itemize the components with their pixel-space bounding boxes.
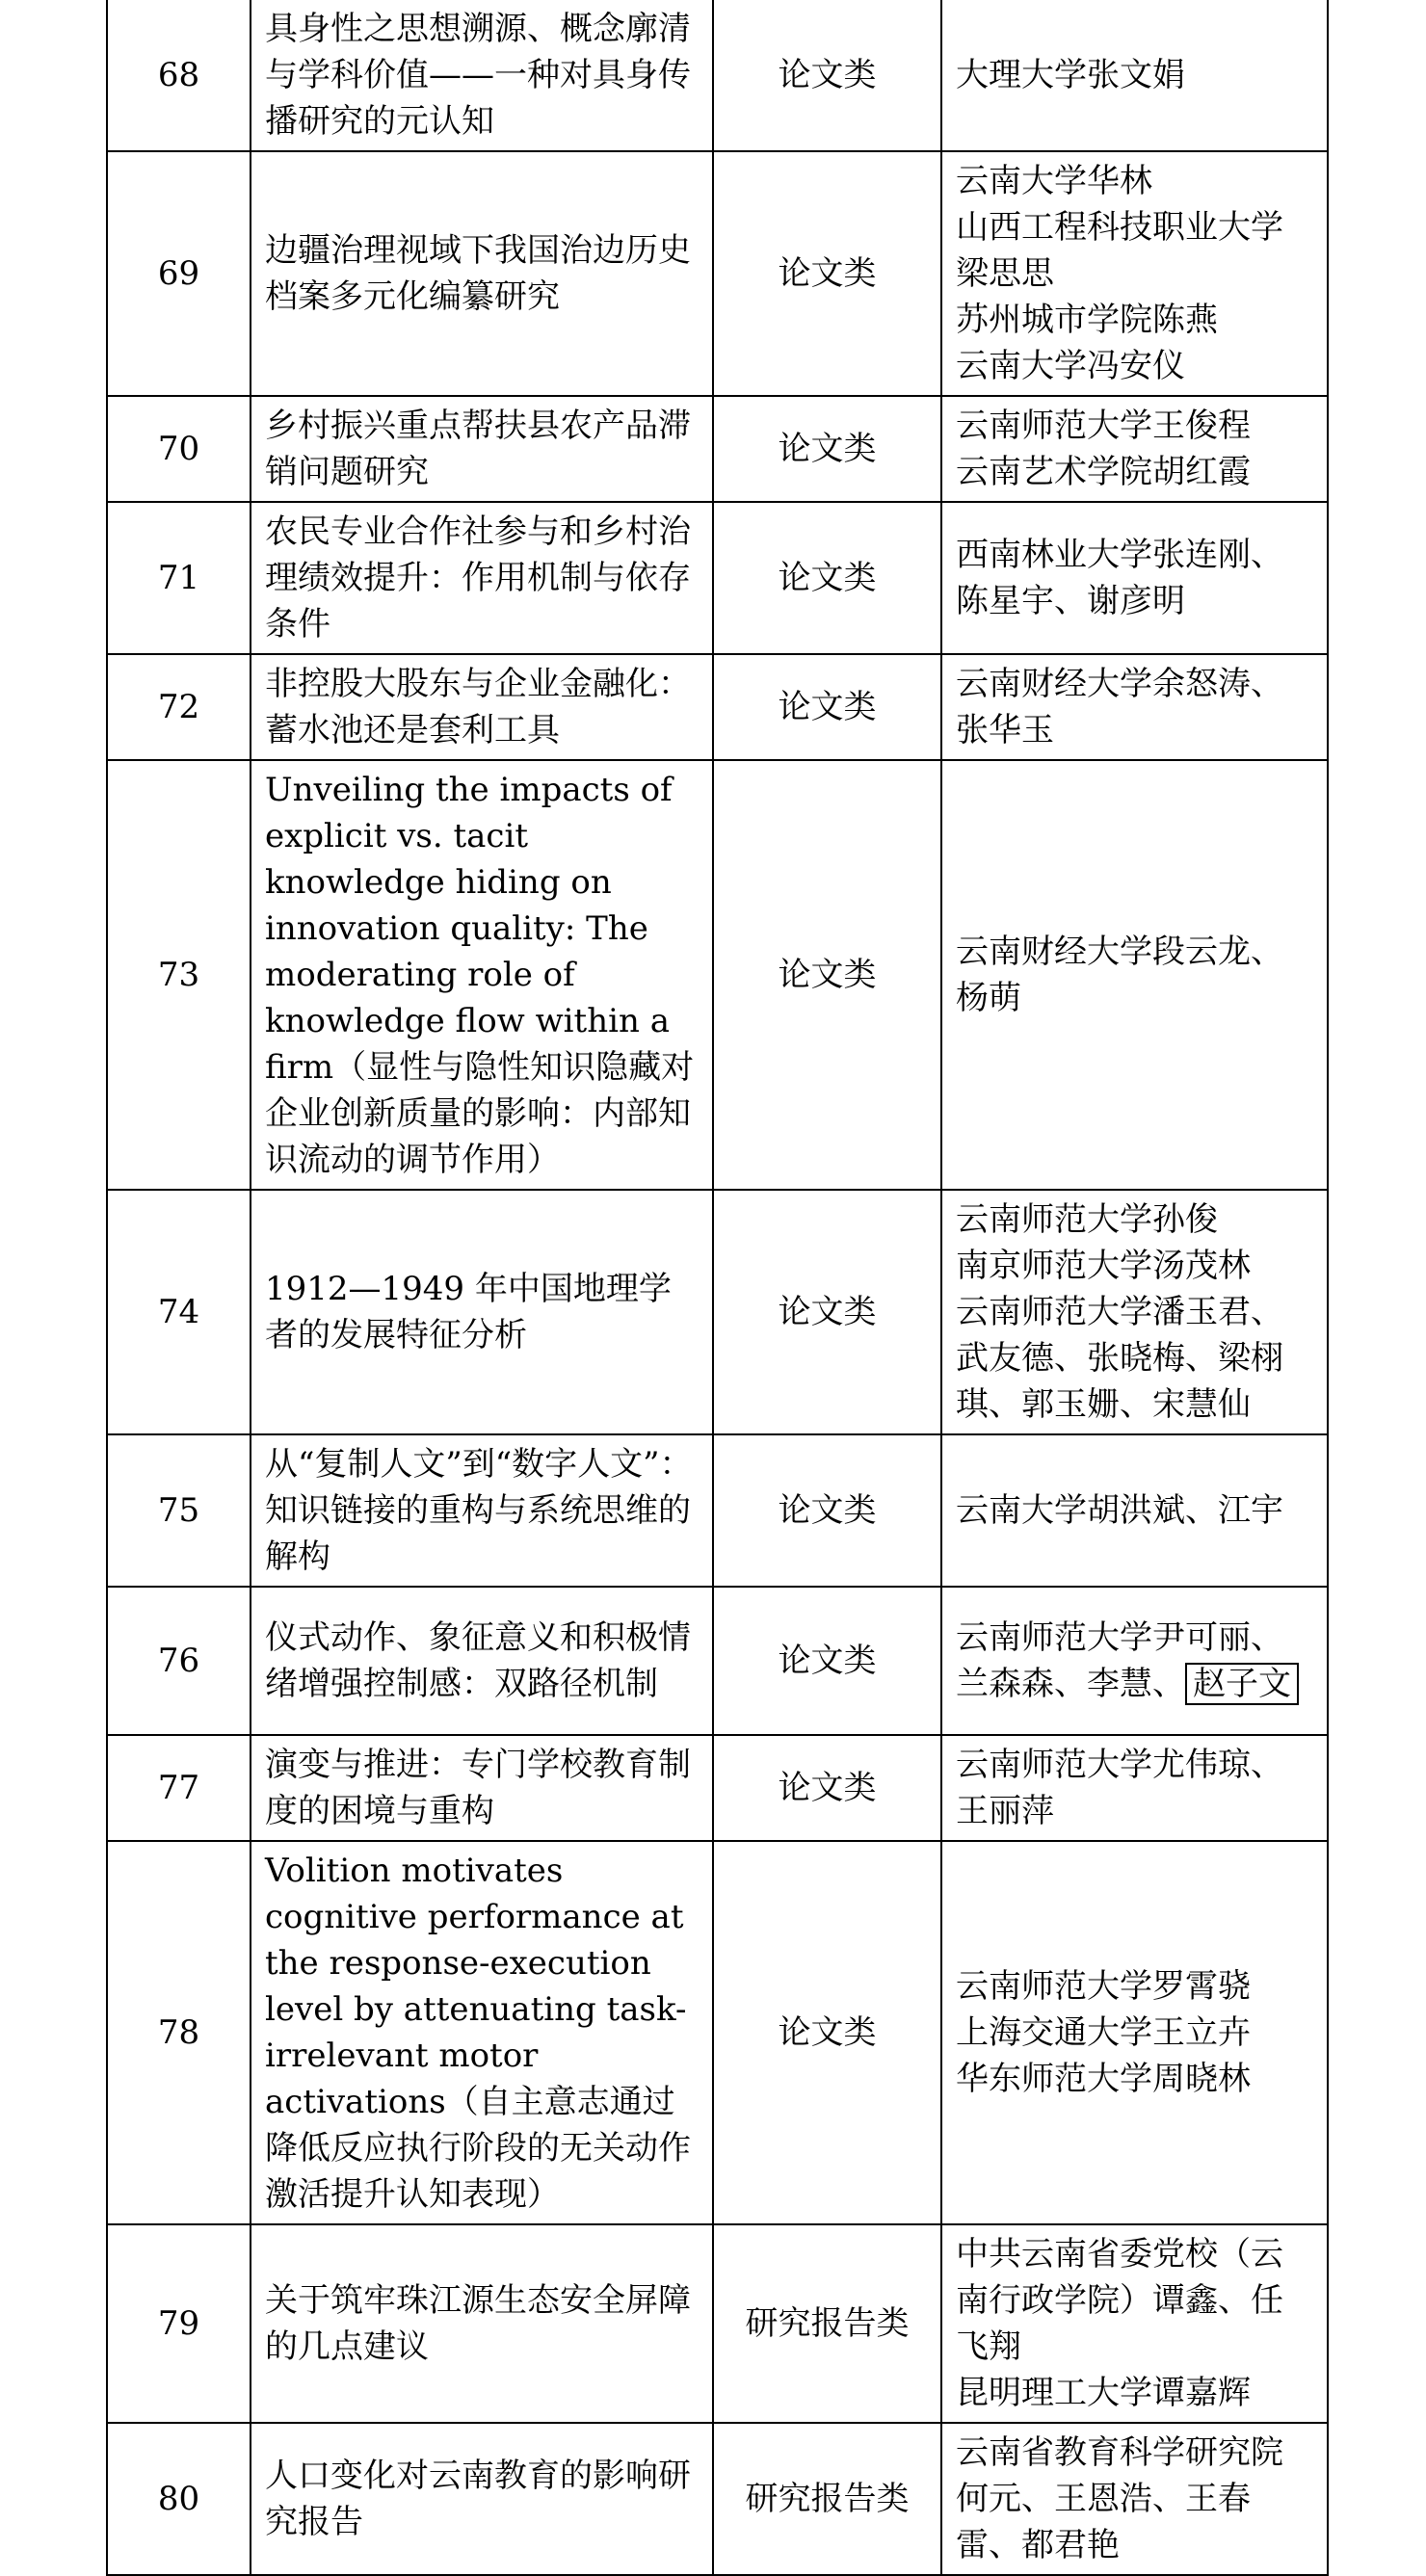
author-line: 云南财经大学余怒涛、张华玉 — [956, 665, 1283, 749]
row-number: 71 — [107, 502, 251, 654]
authors — [941, 2423, 1328, 2575]
authors — [941, 2224, 1328, 2423]
row-number: 68 — [107, 0, 251, 151]
author-line: 云南师范大学孙俊 — [956, 1200, 1218, 1239]
row-number: 74 — [107, 1190, 251, 1434]
paper-title: 1912—1949 年中国地理学者的发展特征分析 — [251, 1190, 713, 1434]
table-row — [107, 502, 1328, 654]
authors — [941, 1735, 1328, 1841]
author-line: 云南大学冯安仪 — [956, 347, 1185, 385]
paper-title: 乡村振兴重点帮扶县农产品滞销问题研究 — [251, 396, 713, 502]
paper-title: 非控股大股东与企业金融化：蓄水池还是套利工具 — [251, 654, 713, 760]
paper-title: 农民专业合作社参与和乡村治理绩效提升：作用机制与依存条件 — [251, 502, 713, 654]
authors — [941, 0, 1328, 151]
category: 论文类 — [713, 151, 941, 396]
paper-title: 具身性之思想溯源、概念廓清与学科价值——一种对具身传播研究的元认知 — [251, 0, 713, 151]
authors — [941, 1587, 1328, 1735]
table-row — [107, 654, 1328, 760]
category: 论文类 — [713, 0, 941, 151]
author-line: 上海交通大学王立卉 — [956, 2013, 1251, 2052]
row-number: 77 — [107, 1735, 251, 1841]
table-row — [107, 1434, 1328, 1587]
category: 论文类 — [713, 502, 941, 654]
authors — [941, 1841, 1328, 2224]
table-row — [107, 1587, 1328, 1735]
paper-title: Volition motivates cognitive performance at the response-execution level by attenuating task-irrelevant motor activations（自主意志通过降低反应执行阶段的无关动作激活提升认知表现） — [251, 1841, 713, 2224]
table-row — [107, 2423, 1328, 2575]
row-number: 73 — [107, 760, 251, 1190]
authors — [941, 1434, 1328, 1587]
category: 研究报告类 — [713, 2423, 941, 2575]
row-number: 75 — [107, 1434, 251, 1587]
authors — [941, 654, 1328, 760]
author-line: 中共云南省委党校（云南行政学院）谭鑫、任飞翔 — [956, 2235, 1283, 2366]
authors — [941, 760, 1328, 1190]
category: 论文类 — [713, 1434, 941, 1587]
author-line: 云南师范大学罗霄骁 — [956, 1967, 1251, 2006]
author-line: 西南林业大学张连刚、陈星宇、谢彦明 — [956, 536, 1283, 620]
author-line: 华东师范大学周晓林 — [956, 2060, 1251, 2098]
author-line: 苏州城市学院陈燕 — [956, 301, 1218, 339]
paper-title: 从“复制人文”到“数字人文”：知识链接的重构与系统思维的解构 — [251, 1434, 713, 1587]
table-row — [107, 2224, 1328, 2423]
authors — [941, 1190, 1328, 1434]
paper-title: 人口变化对云南教育的影响研究报告 — [251, 2423, 713, 2575]
category: 论文类 — [713, 396, 941, 502]
paper-title: 关于筑牢珠江源生态安全屏障的几点建议 — [251, 2224, 713, 2423]
paper-title: 仪式动作、象征意义和积极情绪增强控制感：双路径机制 — [251, 1587, 713, 1735]
row-number: 78 — [107, 1841, 251, 2224]
author-line: 昆明理工大学谭嘉辉 — [956, 2374, 1251, 2412]
paper-title: 边疆治理视域下我国治边历史档案多元化编纂研究 — [251, 151, 713, 396]
author-line: 云南师范大学王俊程 — [956, 407, 1251, 445]
authors — [941, 396, 1328, 502]
author-line: 云南大学华林 — [956, 162, 1152, 200]
category: 论文类 — [713, 1190, 941, 1434]
paper-title: Unveiling the impacts of explicit vs. tacit knowledge hiding on innovation quality: The moderating role of knowledge flow within a firm（显性与隐性知识隐藏对企业创新质量的影响：内部知识流动的调节作用） — [251, 760, 713, 1190]
category: 论文类 — [713, 1841, 941, 2224]
table-row — [107, 1735, 1328, 1841]
category: 研究报告类 — [713, 2224, 941, 2423]
row-number: 72 — [107, 654, 251, 760]
author-line: 大理大学张文娟 — [956, 56, 1185, 94]
author-line: 云南艺术学院胡红霞 — [956, 453, 1251, 491]
row-number: 69 — [107, 151, 251, 396]
author-line: 南京师范大学汤茂林 — [956, 1247, 1251, 1285]
awards-table — [106, 0, 1329, 2576]
author-line: 云南省教育科学研究院何元、王恩浩、王春雷、都君艳 — [956, 2433, 1283, 2564]
table-row — [107, 760, 1328, 1190]
row-number: 79 — [107, 2224, 251, 2423]
table-row — [107, 151, 1328, 396]
category: 论文类 — [713, 760, 941, 1190]
authors — [941, 502, 1328, 654]
author-line: 云南师范大学尤伟琼、王丽萍 — [956, 1746, 1283, 1830]
row-number: 76 — [107, 1587, 251, 1735]
author-list: 云南师范大学尹可丽、兰森森、李慧、 — [956, 1618, 1283, 1703]
table-row — [107, 396, 1328, 502]
row-number: 70 — [107, 396, 251, 502]
row-number: 80 — [107, 2423, 251, 2575]
table-row — [107, 0, 1328, 151]
authors — [941, 151, 1328, 396]
category: 论文类 — [713, 1587, 941, 1735]
category: 论文类 — [713, 1735, 941, 1841]
author-line: 云南师范大学潘玉君、武友德、张晓梅、梁栩琪、郭玉姗、宋慧仙 — [956, 1293, 1283, 1424]
author-line: 云南财经大学段云龙、杨萌 — [956, 933, 1283, 1017]
author-line: 山西工程科技职业大学梁思思 — [956, 208, 1283, 293]
table-row — [107, 1841, 1328, 2224]
paper-title: 演变与推进：专门学校教育制度的困境与重构 — [251, 1735, 713, 1841]
author-line: 云南大学胡洪斌、江宇 — [956, 1491, 1283, 1530]
table-row — [107, 1190, 1328, 1434]
boxed-author-name: 赵子文 — [1185, 1663, 1299, 1705]
category: 论文类 — [713, 654, 941, 760]
